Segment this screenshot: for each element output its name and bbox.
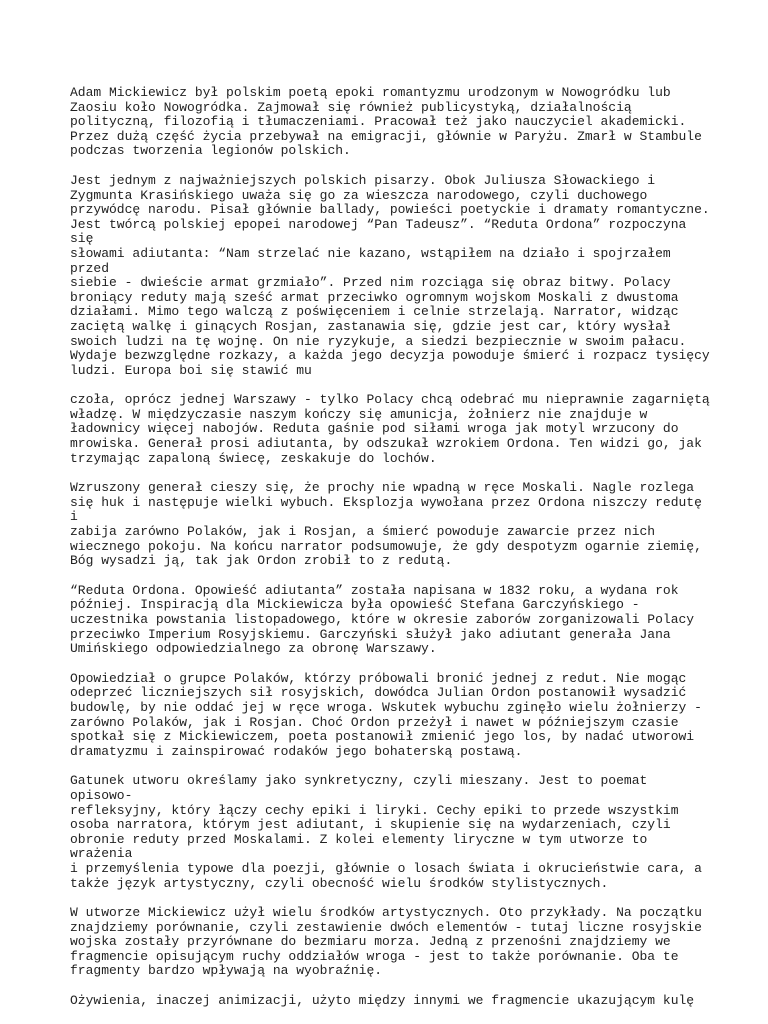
paragraph-4: Wzruszony generał cieszy się, że prochy nie wpadną w ręce Moskali. Nagle rozlega się huk i następuje wielki wybuch. Eksplozja wywołana przez Ordona niszczy redutę i zabija zarówno Polaków, jak i Rosjan, a śmierć powoduje zawarcie przez nich wiecznego pokoju. Na końcu narrator podsumowuje, że gdy despotyzm ogarnie ziemię, Bóg wysadzi ją, tak jak Ordon zrobił to z redutą. xyxy=(70,480,702,569)
paragraph-3: czoła, oprócz jednej Warszawy - tylko Polacy chcą odebrać mu nieprawnie zagarniętą władzę. W międzyczasie naszym kończy się amunicja, żołnierz nie znajduje w ładownicy więcej nabojów. Reduta gaśnie pod siłami wroga jak motyl wrzucony do mrowiska. Generał prosi adiutanta, by odszukał wzrokiem Ordona. Ten widzi go, jak trzymając zapaloną świecę, zeskakuje do lochów. xyxy=(70,392,710,466)
paragraph-5: “Reduta Ordona. Opowieść adiutanta” została napisana w 1832 roku, a wydana rok później. Inspiracją dla Mickiewicza była opowieść Stefana Garczyńskiego - uczestnika powstania listopadowego, które w okresie zaborów zorganizowali Polacy przeciwko Imperium Rosyjskiemu. Garczyński służył jako adiutant generała Jana Umińskiego odpowiedzialnego za obronę Warszawy. xyxy=(70,582,695,657)
paragraph-1: Adam Mickiewicz był polskim poetą epoki romantyzmu urodzonym w Nowogródku lub Zaosiu koło Nowogródka. Zajmował się również publicystyką, działalnością polityczną, filozofią i tłumaczeniami. Pracował też jako nauczyciel akademicki. Przez dużą część życia przebywał na emigracji, głównie w Paryżu. Zmarł w Stambule podczas tworzenia legionów polskich. xyxy=(70,85,702,159)
paragraph-9: Ożywienia, inaczej animizacji, użyto między innymi we fragmencie ukazującym kulę xyxy=(70,993,695,1009)
document-body xyxy=(70,86,710,1009)
paragraph-8: W utworze Mickiewicz użył wielu środków artystycznych. Oto przykłady. Na początku znajdziemy porównanie, czyli zestawienie dwóch elementów - tutaj liczne rosyjskie wojska zostały przyrównane do bezmiaru morza. Jedną z przenośni znajdziemy we fragmencie opisującym ruchy oddziałów wroga - jest to także porównanie. Oba te fragmenty bardzo wpływają na wyobraźnię. xyxy=(70,905,702,979)
paragraph-6: Opowiedział o grupce Polaków, którzy próbowali bronić jednej z redut. Nie mogąc odeprzeć liczniejszych sił rosyjskich, dowódca Julian Ordon postanowił wysadzić budowlę, by nie oddać jej w ręce wroga. Wskutek wybuchu zginęło wielu żołnierzy - zarówno Polaków, jak i Rosjan. Choć Ordon przeżył i nawet w późniejszym czasie spotkał się z Mickiewiczem, poeta postanowił zmienić jego los, by nadać utworowi dramatyzmu i zainspirować rodaków jego bohaterską postawą. xyxy=(70,670,702,759)
paragraph-2: Jest jednym z najważniejszych polskich pisarzy. Obok Juliusza Słowackiego i Zygmunta Krasińskiego uważa się go za wieszcza narodowego, czyli duchowego przywódcę narodu. Pisał głównie ballady, powieści poetyckie i dramaty romantyczne. Jest twórcą polskiej epopei narodowej “Pan Tadeusz”. “Reduta Ordona” rozpoczyna się słowami adiutanta: “Nam strzelać nie kazano, wstąpiłem na działo i spojrzałem przed siebie - dwieście armat grzmiało”. Przed nim rozciąga się obraz bitwy. Polacy broniący reduty mają sześć armat przeciwko ogromnym wojskom Moskali z dwustoma działami. Mimo tego walczą z poświęceniem i celnie strzelają. Narrator, widząc zaciętą walkę i ginących Rosjan, zastanawia się, gdzie jest car, który wysłał swoich ludzi na tę wojnę. On nie ryzykuje, a siedzi bezpiecznie w swoim pałacu. Wydaje bezwzględne rozkazy, a każda jego decyzja powoduje śmierć i rozpacz tysięcy ludzi. Europa boi się stawić mu xyxy=(70,172,710,378)
paragraph-7: Gatunek utworu określamy jako synkretyczny, czyli mieszany. Jest to poemat opisowo- refleksyjny, który łączy cechy epiki i liryki. Cechy epiki to przede wszystkim osoba narratora, którym jest adiutant, i skupienie się na wydarzeniach, czyli obronie reduty przed Moskalami. Z kolei elementy liryczne w tym utworze to wrażenia i przemyślenia typowe dla poezji, głównie o losach świata i okrucieństwie cara, a także język artystyczny, czyli obecność wielu środków stylistycznych. xyxy=(70,773,702,891)
